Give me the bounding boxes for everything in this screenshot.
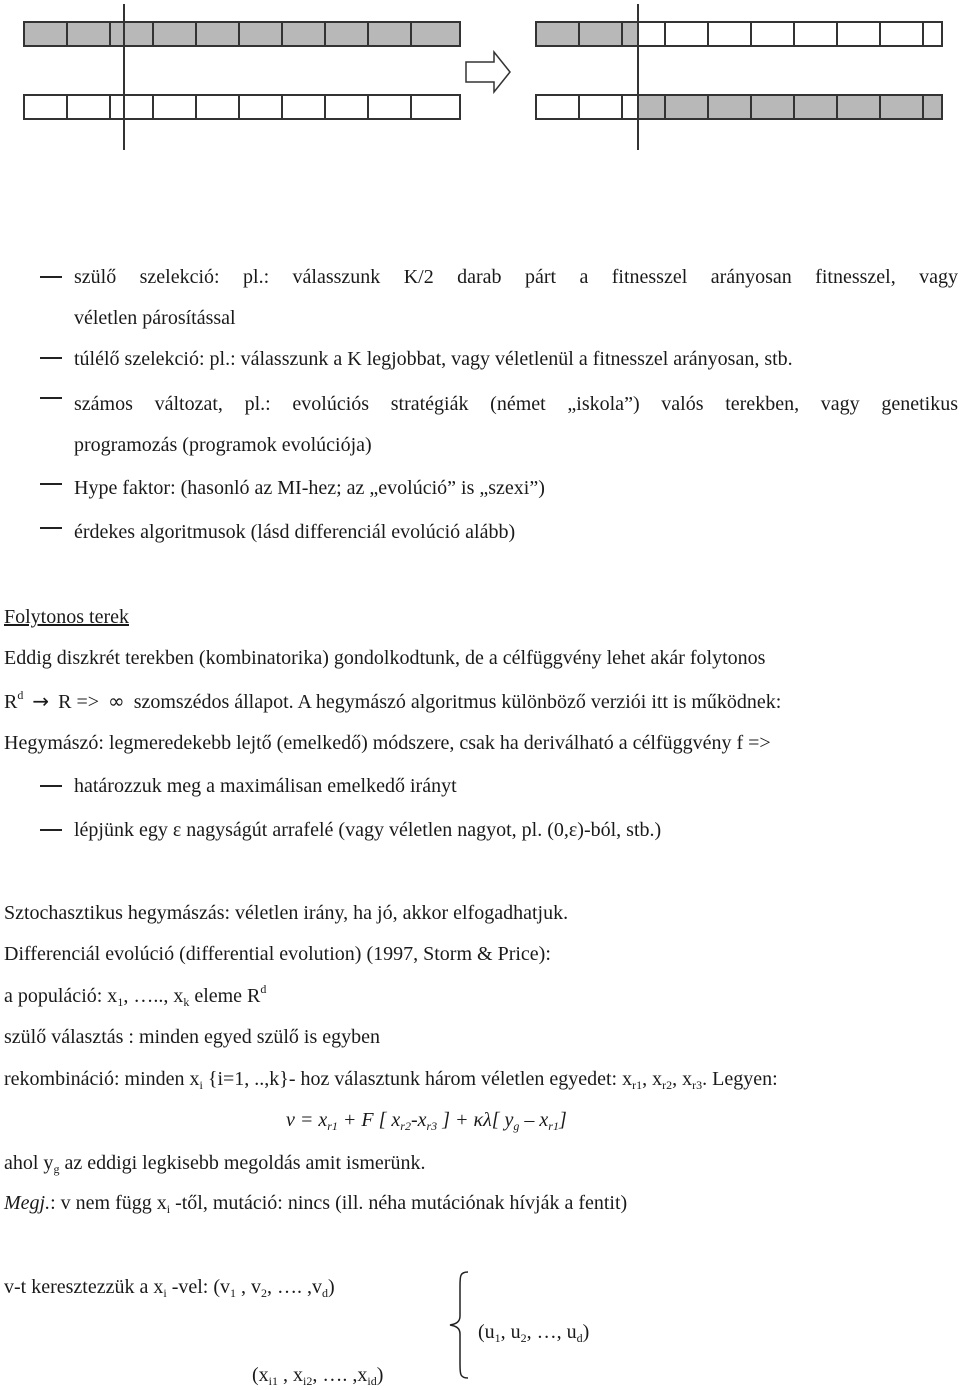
bullet-dash-3 xyxy=(40,397,62,399)
section2-line-1: Sztochasztikus hegymászás: véletlen irány, ha jó, akkor elfogadhatjuk. xyxy=(4,902,569,924)
section2-recombination: rekombináció: minden $x_i$ {i=1, ..,k}- hoz választunk három véletlen egyedet: $x_{r1}$, $x_{r2}$, $x_{r3}$. Legyen: xyxy=(4,1068,778,1092)
result-vector: ($u_1$, $u_2$, …, $u_d$) xyxy=(478,1321,590,1345)
right-top-chromosome xyxy=(536,22,942,46)
section2-note: Megj.: v nem függ $x_i$ -től, mutáció: nincs (ill. néha mutációnak hívják a fentit) xyxy=(4,1192,628,1216)
bullet-dash-2 xyxy=(40,357,62,359)
left-parent-chromosomes xyxy=(24,4,460,150)
section2-line-2: Differenciál evolúció (differential evolution) (1997, Storm & Price): xyxy=(4,943,551,965)
bullet-dash-6 xyxy=(40,785,62,787)
bullet-5: érdekes algoritmusok (lásd differenciál evolúció alább) xyxy=(74,521,516,543)
crossover-arrow-icon xyxy=(466,52,510,92)
bullet-4: Hype faktor: (hasonló az MI-hez; az „evolúció” is „szexi”) xyxy=(74,477,545,499)
xi-vector: ($x_{i1}$ , $x_{i2}$, …. $,x_{id}$) xyxy=(252,1364,384,1388)
bullet-dash-4 xyxy=(40,483,62,485)
section1-paragraph-1: Eddig diszkrét terekben (kombinatorika) gondolkodtunk, de a célfüggvény lehet akár folytonos xyxy=(4,647,766,669)
bullet-6: határozzuk meg a maximálisan emelkedő irányt xyxy=(74,775,457,797)
bullet-3-line-1: számos változat, pl.: evolúciós stratégiák (német „iskola”) valós terekben, vagy genetikus xyxy=(74,393,958,415)
left-bottom-chromosome xyxy=(24,95,460,119)
section-heading-folytonos-terek: Folytonos terek xyxy=(4,606,129,628)
mapping-arrow: → xyxy=(32,689,50,713)
section2-best-solution: ahol $y_g$ az eddigi legkisebb megoldás amit ismerünk. xyxy=(4,1152,426,1176)
crossover-diagram xyxy=(0,0,960,160)
bullet-1-line-1: szülő szelekció: pl.: válasszunk K/2 darab párt a fitnesszel arányosan fitnesszel, vagy xyxy=(74,266,958,288)
section2-parent-selection: szülő választás : minden egyed szülő is egyben xyxy=(4,1026,381,1048)
bullet-1-line-2: véletlen párosítással xyxy=(74,307,236,329)
bullet-3-line-2: programozás (programok evolúciója) xyxy=(74,434,372,456)
bullet-2: túlélő szelekció: pl.: válasszunk a K legjobbat, vagy véletlenül a fitnesszel arányosan, stb. xyxy=(74,348,793,370)
section1-paragraph-3: Hegymászó: legmeredekebb lejtő (emelkedő) módszere, csak ha deriválható a célfüggvény f => xyxy=(4,732,771,754)
infinity-symbol: ∞ xyxy=(108,689,125,713)
bullet-7: lépjünk egy ε nagyságút arrafelé (vagy véletlen nagyot, pl. (0,ε)-ból, stb.) xyxy=(74,819,662,841)
section1-paragraph-2: $R^d \to R$ => ∞ szomszédos állapot. A hegymászó algoritmus különböző verziói itt is működnek: xyxy=(4,688,782,713)
section2-crossover-line: v-t keresztezzük a $x_i$ -vel: ($v_1$ , $v_2$, …. $,v_d$) xyxy=(4,1276,335,1300)
bullet-dash-7 xyxy=(40,829,62,831)
de-formula: $v = x_{r1} + F$ [ $x_{r2}-x_{r3}$ ] + κλ[ $y_g - x_{r1}$] xyxy=(286,1109,567,1133)
section2-population-line: a populáció: $x_1$, ….., $x_k$ eleme $R^d$ xyxy=(4,982,267,1009)
right-child-chromosomes xyxy=(536,4,942,150)
left-top-chromosome xyxy=(24,22,460,46)
right-bottom-chromosome xyxy=(536,95,942,119)
real-space-symbol: R xyxy=(4,691,18,713)
note-label: Megj. xyxy=(4,1192,51,1214)
merge-brace-icon xyxy=(444,1266,474,1384)
bullet-dash-5 xyxy=(40,527,62,529)
bullet-dash-1 xyxy=(40,276,62,278)
